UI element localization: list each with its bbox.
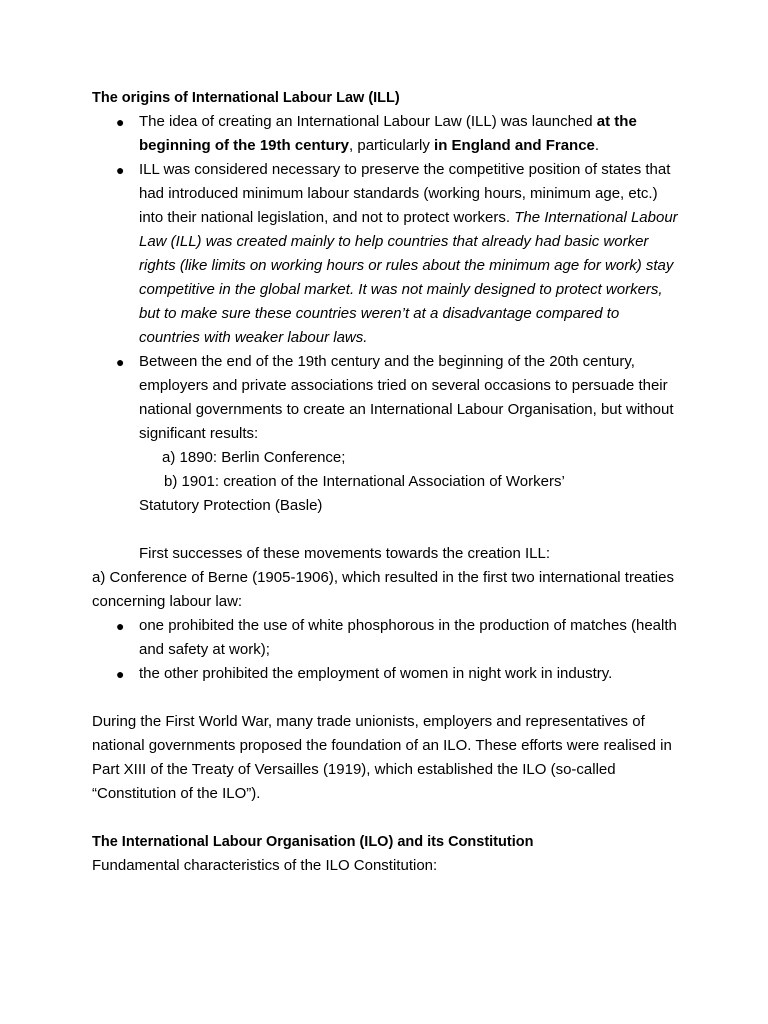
bullet-text: . [594,137,600,154]
list-item [92,110,682,158]
origins-bullet-list [92,110,682,446]
berne-paragraph: a) Conference of Berne (1905-1906), which resulted in the first two international treaties concerning labour law: [92,569,674,610]
list-item [92,158,682,350]
bullet-icon: ● [116,666,125,682]
spacer [92,518,682,542]
bold-text: at the beginning of the 19th century [139,113,637,154]
sub-item-b-continuation: Statutory Protection (Basle) [139,497,323,514]
bullet-icon: ● [116,114,125,130]
berne-bullet-list [92,614,682,686]
spacer [92,806,682,830]
list-item [92,662,682,686]
ww1-paragraph: During the First World War, many trade unionists, employers and representatives of national governments proposed the foundation of an ILO. These efforts were realised in Part XIII of the Treaty of Versailles (1919), which established the ILO (so-called “Constitution of the ILO”). [92,713,672,802]
bullet-text: ILL was considered necessary to preserve the competitive position of states that had introduced minimum labour standards (working hours, minimum age, etc.) into their national legislation, and not to protect workers. [139,161,671,226]
spacer [92,686,682,710]
ilo-intro: Fundamental characteristics of the ILO Constitution: [92,857,438,874]
bold-text: in England and France [434,137,595,154]
section-heading-ilo: The International Labour Organisation (ILO) and its Constitution [92,834,534,850]
list-item [92,614,682,662]
bullet-text: , particularly [349,137,435,154]
bullet-text: The idea of creating an International Labour Law (ILL) was launched [139,113,597,130]
bullet-text: Between the end of the 19th century and the beginning of the 20th century, employers and private associations tried on several occasions to persuade their national governments to create an International Labour Organisation, but without significant results: [139,353,674,442]
bullet-text: the other prohibited the employment of women in night work in industry. [139,665,613,682]
bullet-icon: ● [116,354,125,370]
sub-item-b: b) 1901: creation of the International Association of Workers’ [164,473,565,490]
bullet-icon: ● [116,618,125,634]
bullet-text: one prohibited the use of white phosphorous in the production of matches (health and safety at work); [139,617,677,658]
italic-text: The International Labour Law (ILL) was created mainly to help countries that already had basic worker rights (like limits on working hours or rules about the minimum age for work) stay competitive in the global market. It was not mainly designed to protect workers, but to make sure these countries weren’t at a disadvantage compared to countries with weaker labour laws. [139,209,678,346]
document-page [92,86,682,878]
sub-item-a: a) 1890: Berlin Conference; [162,449,346,466]
list-item [92,350,682,446]
successes-intro: First successes of these movements towards the creation ILL: [139,545,551,562]
bullet-icon: ● [116,162,125,178]
section-heading-origins: The origins of International Labour Law (ILL) [92,90,400,106]
